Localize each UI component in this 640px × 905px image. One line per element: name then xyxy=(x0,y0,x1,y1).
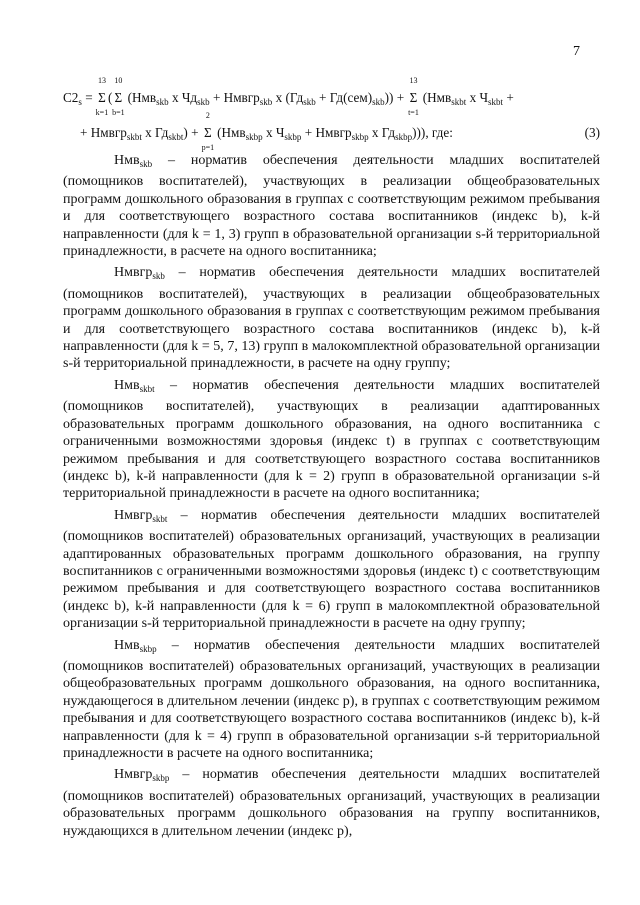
equation-number: (3) xyxy=(584,125,600,140)
formula-lhs: $C2_s$ xyxy=(63,90,82,107)
definition-term: Нмвгр$_{skbp}$ xyxy=(114,767,170,784)
page-number: 7 xyxy=(573,44,580,59)
definition-term: Нмв$_{skbp}$ xyxy=(114,637,157,654)
sum-symbol: Σ 13 k=1 xyxy=(95,76,109,117)
definition-paragraph xyxy=(63,377,600,503)
definition-text: – норматив обеспечения деятельности младших воспитателей (помощников воспитателей), участвующих в реализации общеобразовательных программ дошкольного образования в группах с соответствующим режимом пребывания и для соответствующего возрастного состава воспитанников (индекс b), k-й направленности (для k = 1, 3) групп в образовательной организации s-й территориальной принадлежности, в расчете на одного воспитанника; xyxy=(63,153,600,260)
definitions-list xyxy=(63,152,600,844)
sum-symbol: Σ 13 t=1 xyxy=(408,76,419,117)
definition-text: – норматив обеспечения деятельности младших воспитателей (помощников воспитателей), участвующих в реализации адаптированных образовательных программ дошкольного образования, на одного воспитанника с ограниченными возможностями здоровья (индекс t) в группах с соответствующим режимом пребывания и для соответствующего возрастного состава воспитанников (индекс b), k-й направленности (для k = 2) групп в образовательной организации s-й территориальной принадлежности в расчете на одного воспитанника; xyxy=(63,377,600,502)
definition-paragraph xyxy=(63,152,600,260)
sum-symbol: Σ 10 b=1 xyxy=(112,76,125,117)
definition-paragraph xyxy=(63,264,600,372)
definition-text: – норматив обеспечения деятельности младших воспитателей (помощников воспитателей) образовательных организаций, участвующих в реализации образовательных программ дошкольного образования на группу воспитанников, нуждающихся в длительном лечении (индекс p), xyxy=(63,767,600,839)
definition-paragraph xyxy=(63,507,600,633)
formula-line-1: $C2_s = \Sigma$ 13 k=1 ( Σ 10 b=1 (Нмв$_{skb}$ x $Чд_{skb}$ + Нмвгр$_{skb}$ x $(Гд_{skb} + Гд(сем)_{skb})) + \Sigma$ 13 t=1 (Нмв$_{skbt}$ x $Ч_{skbt}$ + xyxy=(63,76,514,117)
sum-symbol: Σ 2 p=1 xyxy=(201,111,215,152)
definition-term: Нмвгр$_{skb}$ xyxy=(114,265,165,282)
definition-paragraph xyxy=(63,766,600,840)
formula-line-2: + Нмвгр$_{skbt}$ x $Гд_{skbt}) + \Sigma$ 2 p=1 (Нмв$_{skbp}$ x $Ч_{skbp}$ + Нмвгр$_{skbp}$ x $Гд_{skbp}$))), где: (3) xyxy=(80,111,600,152)
definition-term: Нмв$_{skb}$ xyxy=(114,153,153,169)
definition-term: Нмв$_{skbt}$ xyxy=(114,377,155,394)
definition-text: – норматив обеспечения деятельности младших воспитателей (помощников воспитателей), участвующих в реализации общеобразовательных программ дошкольного образования в группах с соответствующим режимом пребывания и для соответствующего возрастного состава воспитанников (индекс b), k-й направленности (для k = 5, 7, 13) групп в малокомплектной образовательной организации s-й территориальной принадлежности, в расчете на одну группу; xyxy=(63,265,600,372)
definition-text: – норматив обеспечения деятельности младших воспитателей (помощников воспитателей) образовательных организаций, участвующих в реализации адаптированных образовательных программ дошкольного образования, на группу воспитанников с ограниченными возможностями здоровья (индекс t) с соответствующим режимом пребывания и для соответствующего возрастного состава воспитанников (индекс b), k-й направленности (для k = 6) групп в малокомплектной образовательной организации s-й территориальной принадлежности в расчете на одну группу; xyxy=(63,507,600,632)
definition-text: – норматив обеспечения деятельности младших воспитателей (помощников воспитателей) образовательных организаций, участвующих в реализации общеобразовательных программ дошкольного образования, на одного воспитанника, нуждающегося в длительном лечении (индекс p), в группах с соответствующим режимом пребывания и для соответствующего возрастного состава воспитанников (индекс b), k-й направленности (для k = 4) групп в образовательной организации s-й территориальной принадлежности в расчете на одного воспитанника; xyxy=(63,637,600,761)
definition-term: Нмвгр$_{skbt}$ xyxy=(114,507,168,524)
definition-paragraph xyxy=(63,637,600,763)
